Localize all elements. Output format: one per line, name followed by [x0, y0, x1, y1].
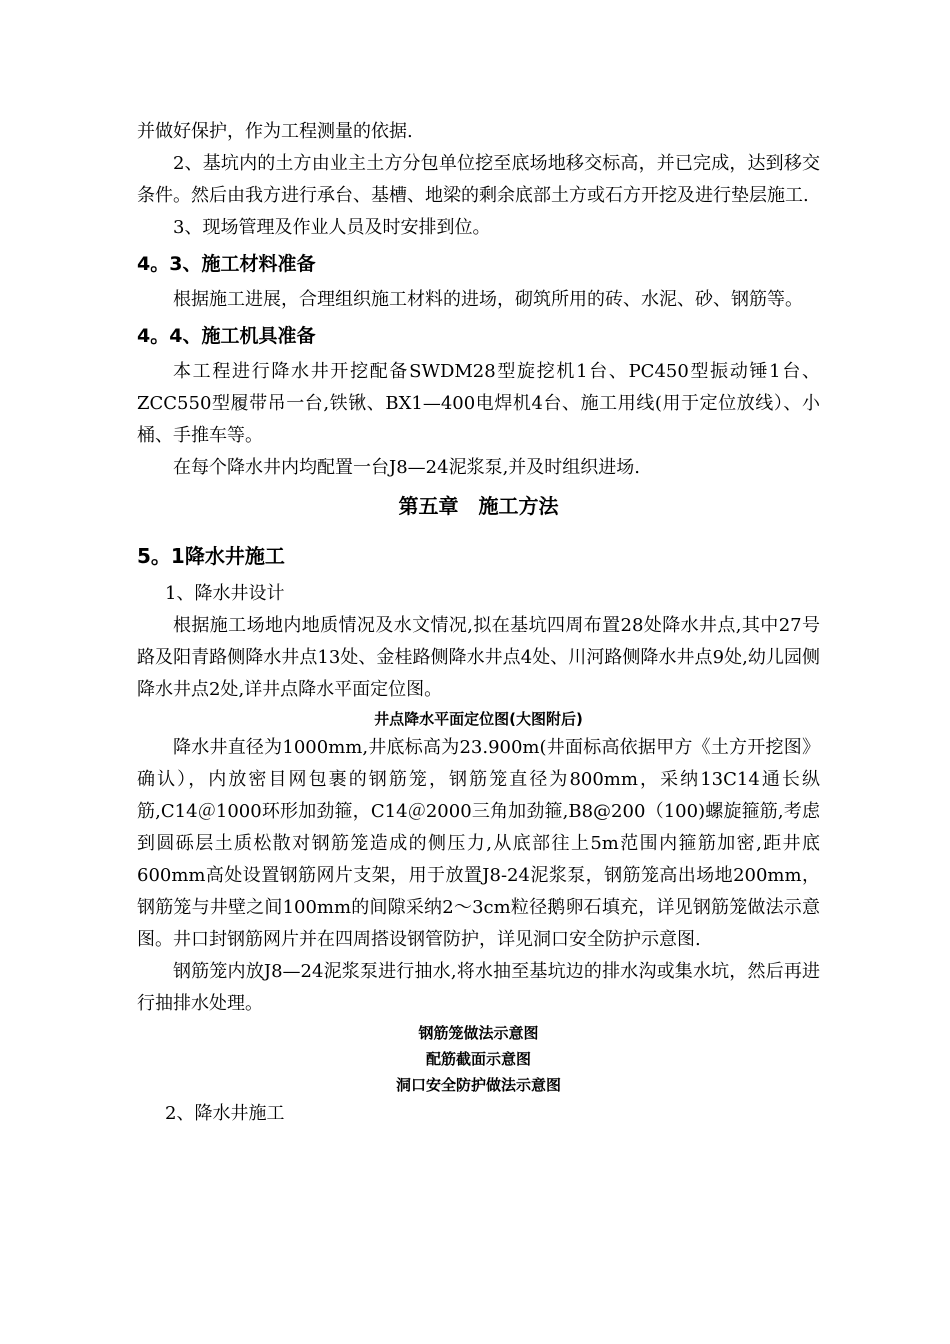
heading-machinery-prep: 4。4、施工机具准备	[137, 325, 316, 347]
caption-rebar-section: 配筋截面示意图	[425, 1050, 531, 1068]
chapter-title: 第五章 施工方法	[398, 494, 559, 518]
paragraph-earthwork-handover: 2、基坑内的土方由业主土方分包单位挖至底场地移交标高，并已完成，达到移交条件。然后由我方进行承台、基槽、地梁的剩余底部土方或石方开挖及进行垫层施工.	[137, 153, 820, 206]
paragraph-materials: 根据施工进展，合理组织施工材料的进场，砌筑所用的砖、水泥、砂、钢筋等。	[173, 289, 803, 310]
paragraph-protection: 并做好保护，作为工程测量的依据.	[137, 121, 413, 142]
caption-layout-plan: 井点降水平面定位图(大图附后)	[374, 710, 583, 728]
paragraph-pumping: 钢筋笼内放J8—24泥浆泵进行抽水,将水抽至基坑边的排水沟或集水坑，然后再进行抽排水处理。	[137, 961, 820, 1014]
item-well-construction: 2、降水井施工	[165, 1103, 285, 1124]
paragraph-machinery: 本工程进行降水井开挖配备SWDM28型旋挖机1台、PC450型振动锤1台、ZCC550型履带吊一台,铁锹、BX1—400电焊机4台、施工用线(用于定位放线）、小桶、手推车等。	[137, 361, 820, 446]
caption-cage-diagram: 钢筋笼做法示意图	[418, 1024, 539, 1042]
heading-materials-prep: 4。3、施工材料准备	[137, 253, 316, 275]
paragraph-mud-pump: 在每个降水井内均配置一台J8—24泥浆泵,并及时组织进场.	[173, 457, 641, 478]
paragraph-well-spec: 降水井直径为1000mm,井底标高为23.900m(井面标高依据甲方《土方开挖图》确认），内放密目网包裹的钢筋笼，钢筋笼直径为800mm，采纳13C14通长纵筋,C14＠1000环形加劲箍，C14＠2000三角加劲箍,B8@200（100)螺旋箍筋,考虑到圆砾层土质松散对钢筋笼造成的侧压力,从底部往上5m范围内箍筋加密,距井底600mm高处设置钢筋网片支架，用于放置J8-24泥浆泵，钢筋笼高出场地200mm，钢筋笼与井壁之间100mm的间隙采纳2～3cm粒径鹅卵石填充，详见钢筋笼做法示意图。井口封钢筋网片并在四周搭设钢管防护，详见洞口安全防护示意图.	[137, 737, 820, 950]
paragraph-staffing: 3、现场管理及作业人员及时安排到位。	[173, 217, 491, 238]
paragraph-well-layout: 根据施工场地内地质情况及水文情况,拟在基坑四周布置28处降水井点,其中27号路及阳青路侧降水井点13处、金桂路侧降水井点4处、川河路侧降水井点9处,幼儿园侧降水井点2处,详井点降水平面定位图。	[137, 615, 820, 700]
heading-dewatering-well: 5。1降水井施工	[137, 544, 285, 568]
item-well-design: 1、降水井设计	[165, 583, 285, 604]
caption-opening-protection: 洞口安全防护做法示意图	[395, 1076, 561, 1094]
